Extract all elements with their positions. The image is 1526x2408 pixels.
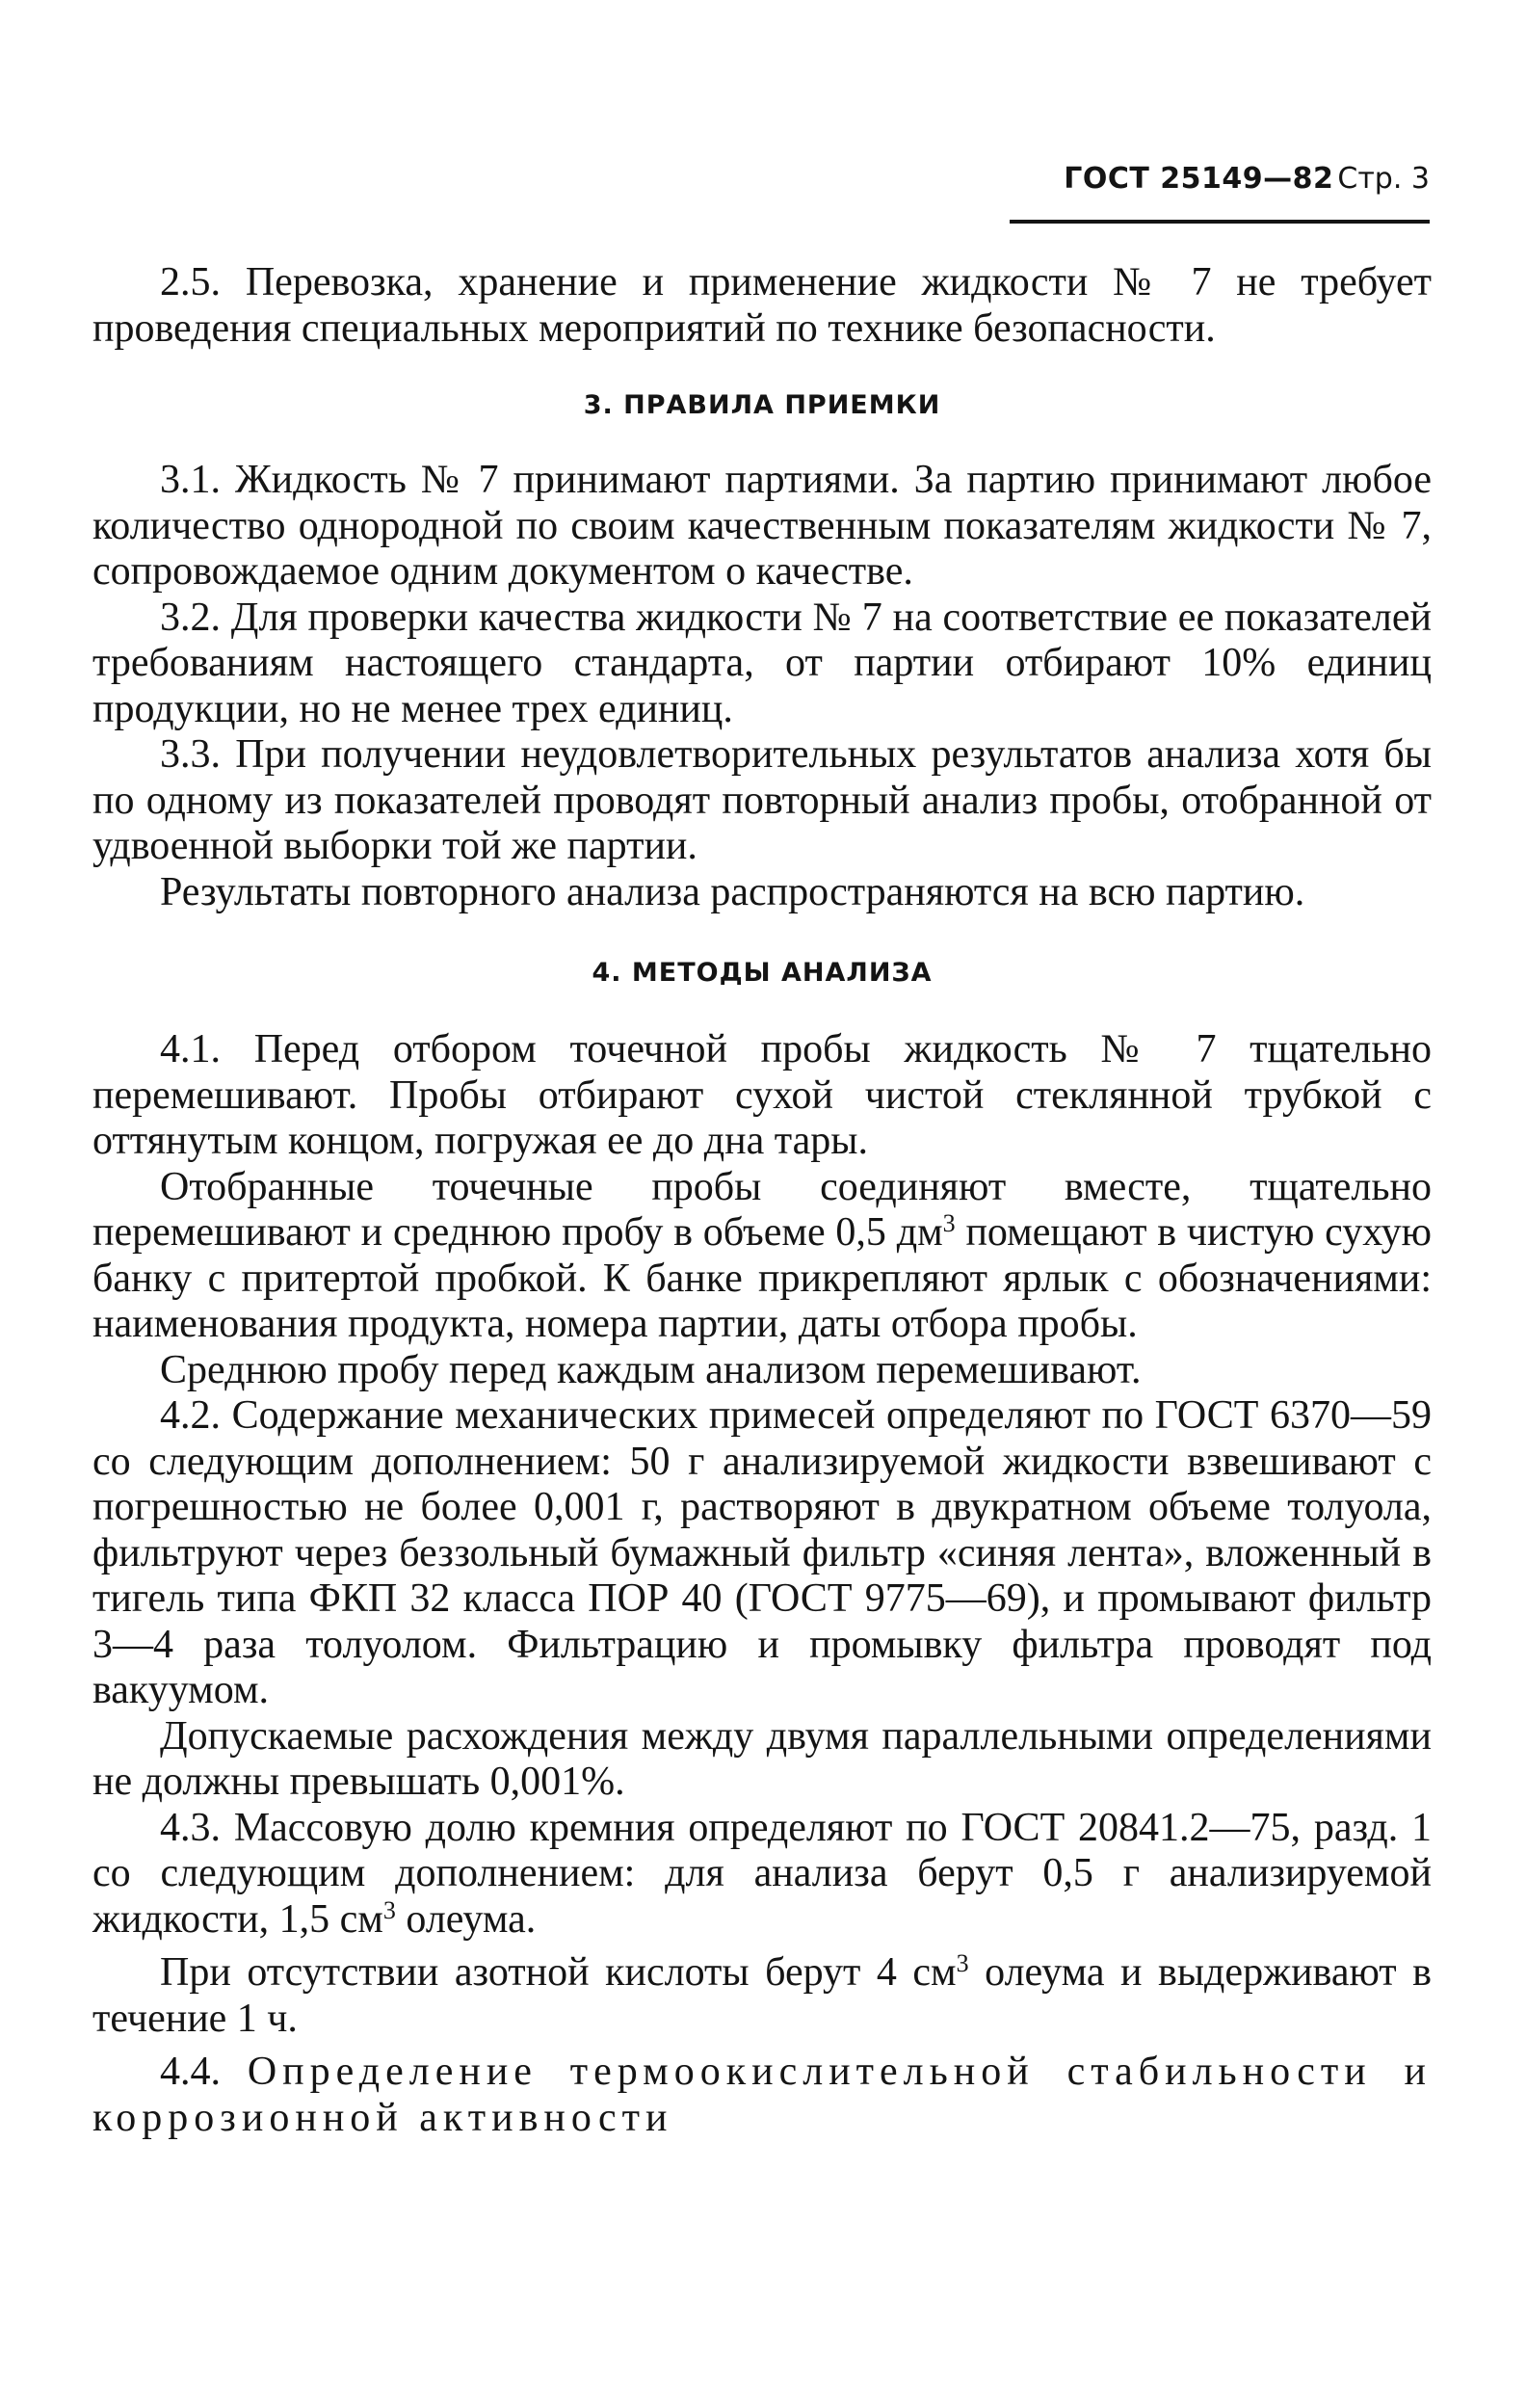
paragraph-4-3-nitric — [92, 1950, 1432, 2042]
text-fragment: При отсутствии азотной кислоты берут 4 см — [160, 1950, 957, 1995]
section-heading-methods: 4. МЕТОДЫ АНАЛИЗА — [592, 958, 933, 988]
paragraph-3-2: 3.2. Для проверки качества жидкости № 7 на соответствие ее показателей требованиям настоящего стандарта, от партии отбирают 10% единиц продукции, но не менее трех единиц. — [92, 595, 1432, 731]
page-header — [1010, 162, 1430, 224]
page-number: Стр. 3 — [1337, 162, 1430, 196]
text-fragment: помещают в чистую сухую банку с притертой пробкой. К банке прикрепляют ярлык с обозначениями: наименования продукта, номера партии, даты отбора пробы. — [92, 1210, 1432, 1346]
superscript: 3 — [956, 1949, 969, 1977]
paragraph-3-1: 3.1. Жидкость № 7 принимают партиями. За партию принимают любое количество однородной по своим качественным показателям жидкости № 7, сопровождаемое одним документом о качестве. — [92, 458, 1432, 594]
paragraph-4-1-samples — [92, 1165, 1432, 1348]
document-body — [92, 260, 1432, 2141]
standard-number: ГОСТ 25149—82 — [1064, 162, 1334, 196]
text-fragment: олеума и выдерживают в течение 1 ч. — [92, 1950, 1432, 2041]
paragraph-number: 4.4. — [160, 2050, 221, 2094]
text-fragment: олеума. — [395, 1896, 537, 1942]
superscript: 3 — [382, 1895, 396, 1924]
paragraph-4-2-tolerance: Допускаемые расхождения между двумя параллельными определениями не должны превышать 0,001%. — [92, 1713, 1432, 1804]
text-fragment: Отобранные точечные пробы соединяют вместе, тщательно перемешивают и среднюю пробу в объеме 0,5 дм — [92, 1164, 1432, 1255]
paragraph-2-5: 2.5. Перевозка, хранение и применение жидкости № 7 не требует проведения специальных мероприятий по технике безопасности. — [92, 260, 1432, 351]
paragraph-4-1-mix: Среднюю пробу перед каждым анализом перемешивают. — [160, 1347, 1142, 1392]
text-fragment: 4.3. Массовую долю кремния определяют по ГОСТ 20841.2—75, разд. 1 со следующим дополнением: для анализа берут 0,5 г анализируемой жидкости, 1,5 см — [92, 1805, 1432, 1942]
paragraph-3-3-results: Результаты повторного анализа распространяются на всю партию. — [160, 869, 1305, 914]
paragraph-4-4 — [92, 2050, 1432, 2141]
paragraph-4-3 — [92, 1806, 1432, 1944]
paragraph-3-3: 3.3. При получении неудовлетворительных результатов анализа хотя бы по одному из показателей проводят повторный анализ пробы, отобранной от удвоенной выборки той же партии. — [92, 732, 1432, 868]
paragraph-4-2: 4.2. Содержание механических примесей определяют по ГОСТ 6370—59 со следующим дополнением: 50 г анализируемой жидкости взвешивают с погрешностью не более 0,001 г, растворяют в двукратном объеме толуола, фильтруют через беззольный бумажный фильтр «синяя лента», вложенный в тигель типа ФКП 32 класса ПОР 40 (ГОСТ 9775—69), и промывают фильтр 3—4 раза толуолом. Фильтрацию и промывку фильтра проводят под вакуумом. — [92, 1393, 1432, 1712]
paragraph-title: Определение термоокислительной стабильности и коррозионной активности — [92, 2050, 1432, 2140]
superscript: 3 — [942, 1209, 956, 1237]
section-heading-acceptance: 3. ПРАВИЛА ПРИЕМКИ — [583, 390, 941, 420]
paragraph-4-1: 4.1. Перед отбором точечной пробы жидкость № 7 тщательно перемешивают. Пробы отбирают сухой чистой стеклянной трубкой с оттянутым концом, погружая ее до дна тары. — [92, 1027, 1432, 1163]
